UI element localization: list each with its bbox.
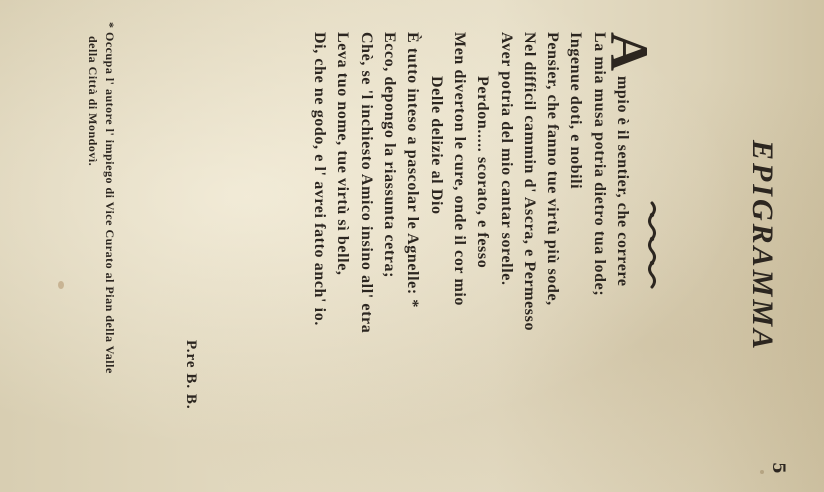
poem-line: Ingenue doti, e nobili — [567, 32, 585, 190]
poem-line: Aver potria del mio cantar sorelle. — [497, 32, 515, 286]
poem-line: Delle delizie al Dio — [427, 76, 445, 215]
page-number: 5 — [768, 462, 788, 474]
poem-line-first-text: mpio è il sentier, che correre — [614, 76, 631, 287]
poem-line: Men diverton le cure, onde il cor mio — [450, 32, 468, 307]
poem-line: Nel difficil cammin d' Ascra, e Permesso — [520, 32, 538, 332]
poem-line: Di, che ne godo, e l' avrei fatto anch' io. — [311, 32, 329, 326]
footnote-line-2: della Città di Mondovì. — [86, 36, 100, 167]
poem-line: La mia musa potria dietro tua lode; — [590, 32, 608, 297]
poem-line: Chè, se 'l inchiesto Amico insino all' etra — [357, 32, 375, 334]
drop-cap: A — [599, 32, 659, 72]
poem-body — [308, 32, 659, 482]
poem-title: EPIGRAMMA — [746, 139, 779, 353]
footnote-line-1: * Occupa l' autore l' impiego di Vice Curato al Pian della Valle — [103, 22, 117, 374]
footnote — [84, 22, 118, 482]
poem-line: Ecco, depongo la riassunta cetra; — [381, 32, 399, 279]
poem-line: Leva tuo nome, tue virtù sì belle, — [334, 32, 352, 276]
poem-line: È tutto inteso a pascolar le Agnelle: * — [404, 32, 422, 308]
author-signature: P.re B. B. — [183, 340, 199, 410]
poem-line: Pensier, che fanno tue virtù più sode, — [544, 32, 562, 306]
decorative-rule-ornament — [645, 201, 659, 291]
poem-line: Perdon..... scorato, e fesso — [474, 76, 492, 269]
